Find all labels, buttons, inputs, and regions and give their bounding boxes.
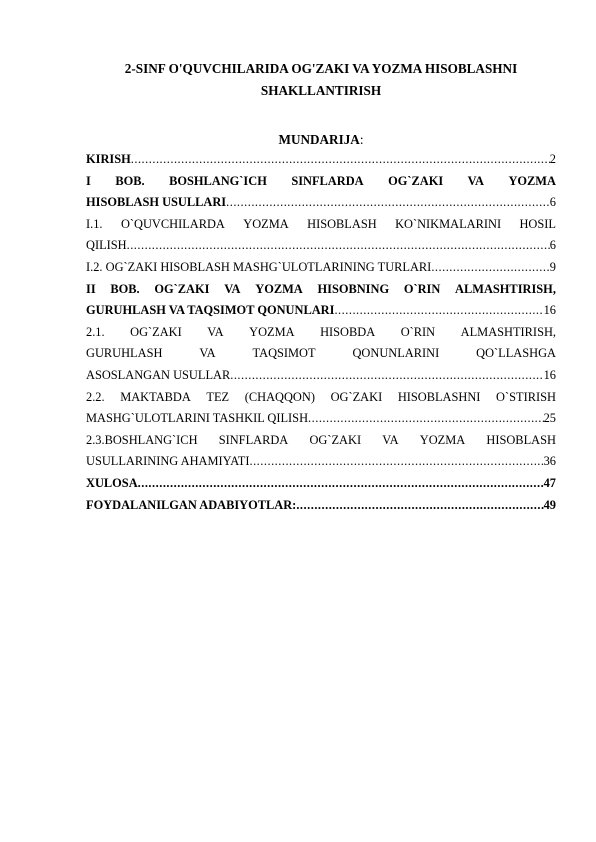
toc-word: OG`ZAKI [388,173,444,188]
toc-word: TEZ [206,389,230,404]
toc-page-number: 16 [543,367,556,382]
toc-entry-text: HISOBLASH USULLARI [86,195,227,210]
toc-entry-references[interactable] [86,498,556,520]
toc-word: VA [467,173,484,188]
toc-word: HOSIL [519,216,556,231]
toc-word: SINFLARDA [218,432,289,447]
toc-word: SINFLARDA [291,173,364,188]
toc-word: VA [207,324,224,339]
toc-word: OG`ZAKI [330,389,383,404]
toc-word: QO`LLASHGA [476,346,556,361]
toc-page-number: 36 [543,454,556,469]
toc-word: OG`ZAKI [154,281,210,296]
dot-leader [226,195,550,210]
toc-entry-chapter1-line2[interactable] [86,195,556,217]
toc-page-number: 6 [549,238,556,253]
toc-word: HISOBLASH [486,432,556,447]
toc-word: HISOBNING [317,281,390,296]
toc-entry-text: FOYDALANILGAN ADABIYOTLAR: [86,497,297,512]
toc-page-number: 6 [549,195,556,210]
dot-leader [308,411,544,426]
toc-entry-text: QILISH [86,238,127,253]
toc-word: O`STIRISH [496,389,556,404]
toc-entry-section-2-2-line1[interactable] [86,390,556,412]
toc-entry-section-2-3-line1[interactable] [86,433,556,455]
toc-page-number: 2 [549,152,556,166]
toc-word: VA [382,432,399,447]
toc-page-number: 25 [543,411,556,426]
toc-word: HISOBLASHNI [397,389,481,404]
toc-word: II [86,281,96,296]
dot-leader [127,238,550,253]
toc-entry-section-2-1-line1[interactable] [86,325,556,347]
toc-entry-chapter1-line1[interactable] [86,174,556,196]
toc-entry-text: USULLARINING AHAMIYATI [86,454,250,469]
toc-entry-section-2-1-line3[interactable] [86,368,556,390]
toc-word: O`QUVCHILARDA [120,216,225,231]
toc-word: YOZMA [255,281,303,296]
toc-page-number: 16 [543,303,556,318]
toc-word: ALMASHTIRISH, [460,324,556,339]
toc-word: TAQSIMOT [252,346,316,361]
toc-entry-section-1-1-line2[interactable] [86,238,556,260]
toc-entry-text: KIRISH [86,152,131,166]
toc-word: BOSHLANG`ICH [169,173,267,188]
contents-label: MUNDARIJA [278,132,360,147]
toc-word: VA [199,346,216,361]
toc-word: OG`ZAKI [130,324,182,339]
toc-entry-section-2-2-line2[interactable] [86,411,556,433]
dot-leader [230,368,543,383]
toc-entry-text: XULOSA [86,475,138,490]
toc-word: 2.3.BOSHLANG`ICH [86,432,198,447]
toc-page-number: 47 [543,475,556,490]
toc-word: VA [224,281,241,296]
toc-word: I [86,173,91,188]
document-title-line1: 2-SINF O'QUVCHILARIDA OG'ZAKI VA YOZMA HISOBLASHNI [124,61,518,76]
toc-page-number: 9 [549,259,556,274]
dot-leader [296,498,543,513]
contents-colon: : [359,132,364,147]
toc-word: HISOBDA [320,324,376,339]
table-of-contents [86,152,556,519]
toc-word: OG`ZAKI [309,432,362,447]
toc-word: BOB. [115,173,145,188]
toc-word: HISOBLASH [307,216,377,231]
toc-entry-chapter2-line2[interactable] [86,303,556,325]
toc-page-number: 49 [543,497,556,512]
toc-word: YOZMA [243,216,289,231]
toc-word: O`RIN [400,324,436,339]
dot-leader [431,260,549,275]
toc-entry-section-1-1-line1[interactable] [86,217,556,239]
toc-entry-text: I.2. OG`ZAKI HISOBLASH MASHG`ULOTLARINING TURLARI [86,259,432,274]
toc-entry-intro[interactable] [86,152,556,174]
toc-entry-section-1-2[interactable] [86,260,556,282]
toc-word: (CHAQQON) [244,389,315,404]
dot-leader [131,152,550,167]
toc-word: QONUNLARINI [352,346,440,361]
toc-word: YOZMA [419,432,466,447]
toc-entry-chapter2-line1[interactable] [86,282,556,304]
contents-heading [86,130,556,150]
toc-entry-text: GURUHLASH VA TAQSIMOT QONUNLARI [86,303,335,318]
toc-word: ALMASHTIRISH, [455,281,556,296]
document-title-line2: SHAKLLANTIRISH [260,83,382,98]
toc-entry-section-2-1-line2[interactable] [86,346,556,368]
dot-leader [138,476,544,491]
toc-entry-section-2-3-line2[interactable] [86,454,556,476]
toc-word: MAKTABDA [120,389,191,404]
toc-word: YOZMA [508,173,556,188]
toc-word: 2.2. [86,389,105,404]
toc-word: 2.1. [86,324,105,339]
toc-entry-conclusion[interactable] [86,476,556,498]
toc-entry-text: MASHG`ULOTLARINI TASHKIL QILISH [86,411,309,426]
toc-word: O`RIN [403,281,441,296]
toc-entry-text: ASOSLANGAN USULLAR [86,367,231,382]
dot-leader [334,303,543,318]
toc-word: GURUHLASH [86,346,163,361]
toc-word: BOB. [110,281,140,296]
toc-word: KO`NIKMALARINI [395,216,502,231]
dot-leader [249,454,543,469]
toc-word: I.1. [86,216,103,231]
toc-word: YOZMA [249,324,295,339]
